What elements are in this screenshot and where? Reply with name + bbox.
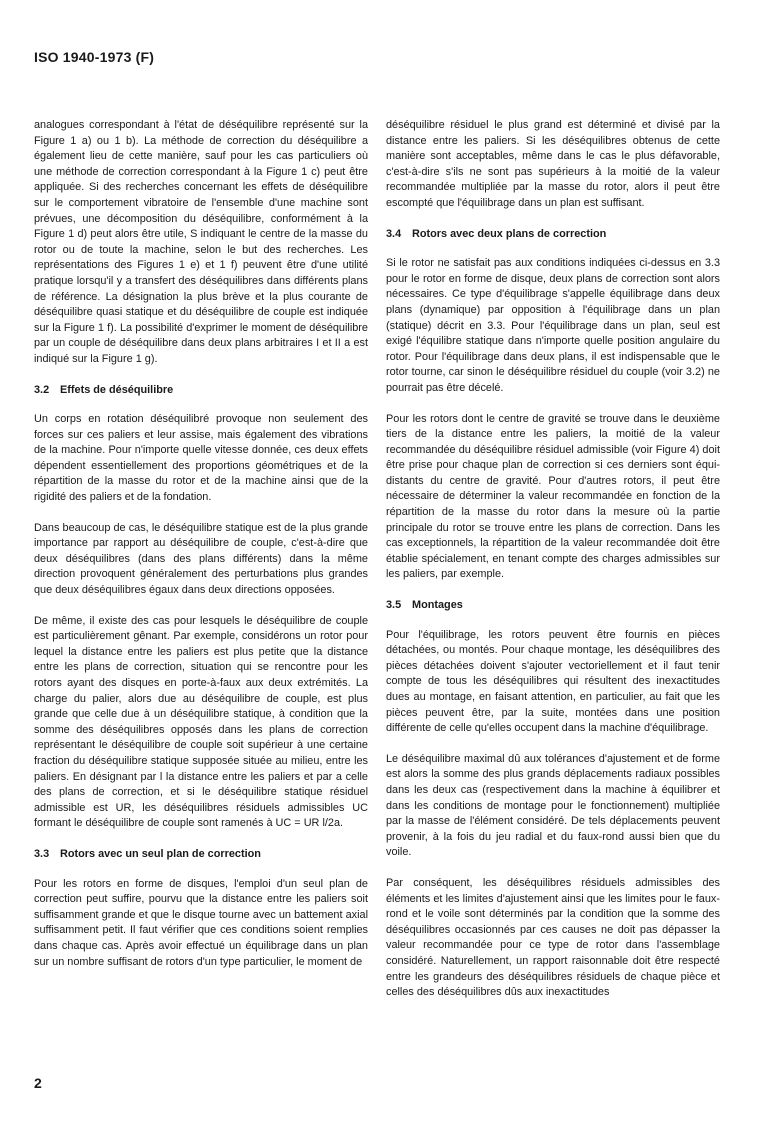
section-heading-3-3: [34, 847, 368, 863]
paragraph: Le déséquilibre maximal dû aux tolérances d'ajustement et de forme est alors la somme des plus grands déplacements radiaux possibles dans les deux cas (respectivement dans la machine à équilibrer et dans les conditions de montage pour le fonctionnement) multipliée par la masse de l'élément considéré. De tels déplacements peuvent provenir, à la fois du jeu radial et du faux-rond aussi bien que du voile.: [386, 752, 720, 859]
paragraph: analogues correspondant à l'état de déséquilibre représenté sur la Figure 1 a) ou 1 b). La méthode de correction du déséquilibre a également lieu de cette manière, sauf pour les cas particuliers où une méthode de correction correspondant à la Figure 1 c) peut être appliquée. Si des recherches concernant les effets de déséquilibre sur le comportement vibratoire de l'ensemble d'une machine sont prévues, une décomposition du déséquilibre, conformément à la Figure 1 d) peut alors être utile, S indiquant le centre de la masse du rotor ou de toute la machine, selon le but des recherches. Les représentations des Figures 1 e) et 1 f) peuvent être d'une utilité pratique lorsqu'il y a transfert des déséquilibres dans différents plans de référence. La désignation la plus brève et la plus courante de déséquilibre quasi statique et du déséquilibre de couple est indiquée sur la Figure 1 f). La possibilité d'exprimer le moment de déséquilibre par un couple de déséquilibre dans deux plans arbitraires I et II a est indiqué sur la Figure 1 g).: [34, 119, 368, 365]
paragraph: Si le rotor ne satisfait pas aux conditions indiquées ci-dessus en 3.3 pour le rotor en forme de disque, deux plans de correction sont alors nécessaires. Ce type d'équilibrage s'appelle équilibrage dans deux plans (dynamique) par opposition à l'équilibrage dans un plan (statique) décrit en 3.3. Pour l'équilibrage dans un plan, seul est exigé l'équilibre statique dans n'importe quelle position angulaire du rotor. Pour l'équilibrage dans deux plans, il est indispensable que le rotor tourne, car sinon le déséquilibre résiduel du couple (voir 3.2) ne pourrait pas être décelé.: [386, 257, 720, 394]
section-title: Rotors avec un seul plan de correction: [60, 847, 261, 860]
paragraph: déséquilibre résiduel le plus grand est déterminé et divisé par la distance entre les paliers. Si les déséquilibres obtenus de cette manière sont acceptables, même dans le cas le plus défavorable, c'est-à-dire s'ils ne sont pas supérieurs à la moitié de la valeur recommandée multipliée par la masse du rotor, alors il peut être escompté que l'équilibrage dans un plan est suffisant.: [386, 119, 720, 209]
paragraph: De même, il existe des cas pour lesquels le déséquilibre de couple est particulièrement gênant. Par exemple, considérons un rotor pour lequel la distance entre les paliers est plus petite que la distance entre les plans de correction, situation qui se rencontre pour les rotors ayant des disques en porte-à-faux aux deux extrémités. La charge du palier, alors due au déséquilibre de couple, est plus grande que celle due à un déséquilibre statique, à condition que la somme des déséquilibres opposés dans les plans de correction représentant le déséquilibre de couple soit supérieur à une certaine fraction du déséquilibre statique supposée située au milieu, entre les paliers. En désignant par l la distance entre les paliers et par a celle des plans de correction, et si le déséquilibre statique résiduel admissible est UR, les déséquilibres résiduels admissibles UC formant le déséquilibre de couple sont ramenés à UC = UR l/2a.: [34, 614, 368, 830]
document-header: ISO 1940-1973 (F): [34, 49, 155, 65]
left-column: [34, 118, 368, 985]
right-column: [386, 118, 720, 1016]
paragraph: Un corps en rotation déséquilibré provoque non seulement des forces sur ces paliers et leur assise, mais également des vibrations de la machine. Pour n'importe quelle vitesse donnée, ces deux effets dépendent essentiellement des proportions géométriques et de la répartition de la masse du rotor et de la machine ainsi que de la rigidité des paliers et de la fondation.: [34, 413, 368, 504]
section-number: 3.3: [34, 847, 50, 860]
paragraph: Pour l'équilibrage, les rotors peuvent être fournis en pièces détachées, ou montés. Pour chaque montage, les déséquilibres des pièces détachées doivent s'ajouter vectoriellement et il faut tenir compte de tous les déséquilibres qui résultent des inexactitudes dues au montage, en faisant attention, en particulier, au fait que les pièces peuvent être, par la suite, montées dans une position différente de celle qu'elles occupent dans la machine d'équilibrage.: [386, 628, 720, 735]
paragraph: Dans beaucoup de cas, le déséquilibre statique est de la plus grande importance par rapport au déséquilibre de couple, c'est-à-dire que deux déséquilibres (dans des plans différents) dans la même direction provoquent généralement des perturbations plus grandes que deux déséquilibres égaux dans deux directions opposées.: [34, 521, 368, 597]
section-title: Effets de déséquilibre: [60, 383, 174, 396]
paragraph: Pour les rotors dont le centre de gravité se trouve dans le deuxième tiers de la distance entre les paliers, la moitié de la valeur recommandée du déséquilibre résiduel admissible (voir Figure 4) doit être prise pour chaque plan de correction si ces derniers sont équi-distants du centre de gravité. Pour d'autres rotors, il peut être nécessaire de déterminer la valeur recommandée en fonction de la répartition de la masse du rotor dans la mesure où la partie principale du rotor se trouve entre les plans de correction. Dans les cas exceptionnels, la répartition de la valeur recommandée doit être établie spécialement, en tenant compte des charges admissibles sur les paliers, par exemple.: [386, 412, 720, 581]
paragraph: Par conséquent, les déséquilibres résiduels admissibles des éléments et les limites d'ajustement ainsi que les limites pour le faux-rond et le voile sont déterminés par la condition que la somme des déséquilibres occasionnés par ces causes ne doit pas dépasser la valeur recommandée pour ce type de rotor dans l'assemblage considéré. Naturellement, un rapport raisonnable doit être respecté entre les grandeurs des déséquilibres résiduels de chaque pièce et celles des déséquilibres dûs aux inexactitudes: [386, 876, 720, 999]
page-number: 2: [34, 1075, 42, 1091]
section-number: 3.5: [386, 599, 402, 612]
section-title: Rotors avec deux plans de correction: [412, 227, 607, 240]
section-title: Montages: [412, 599, 463, 612]
section-number: 3.2: [34, 383, 50, 396]
section-number: 3.4: [386, 227, 402, 240]
section-heading-3-2: [34, 383, 368, 399]
section-heading-3-4: [386, 227, 720, 243]
section-heading-3-5: [386, 598, 720, 614]
paragraph: Pour les rotors en forme de disques, l'emploi d'un seul plan de correction peut suffire, pourvu que la distance entre les paliers soit suffisamment grande et que le disque tourne avec un battement axial suffisamment petit. Il faut vérifier que ces conditions soient remplies dans chaque cas. Après avoir effectué un équilibrage dans un plan sur un nombre suffisant de rotors d'un type particulier, le moment de: [34, 877, 368, 968]
